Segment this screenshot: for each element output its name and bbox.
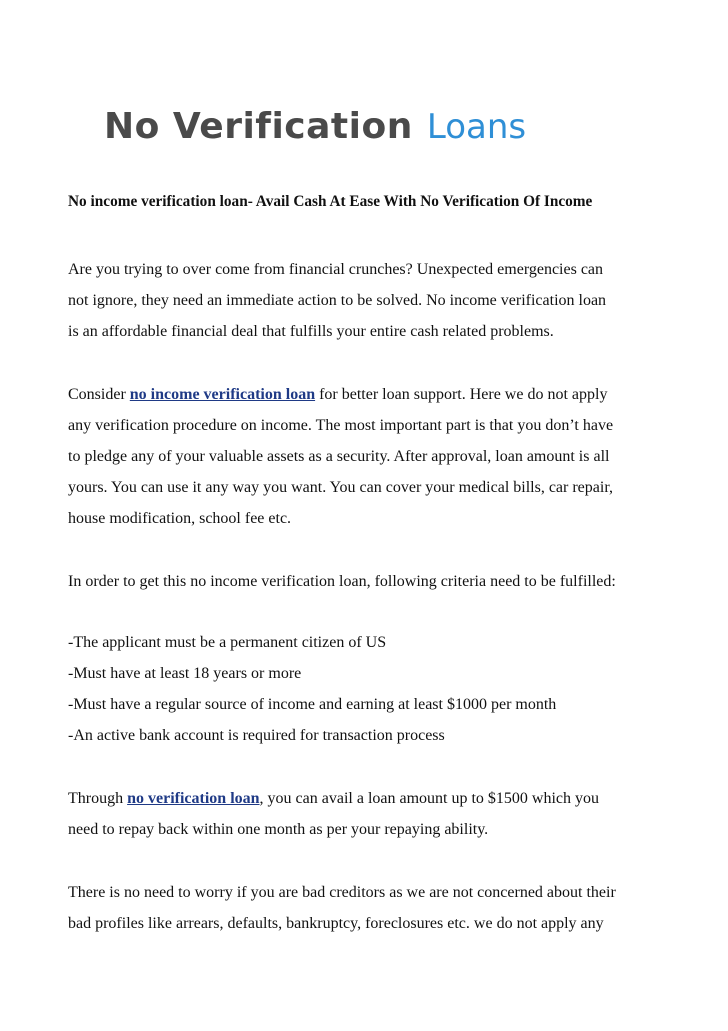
p2-line-1-before: Consider: [68, 386, 130, 403]
p3-line-1: In order to get this no income verification loan, following criteria need to be fulfilled:: [68, 573, 616, 590]
p4-line-2: need to repay back within one month as per your repaying ability.: [68, 821, 489, 838]
no-verification-loan-link[interactable]: no verification loan: [127, 790, 260, 807]
p2-line-2: any verification procedure on income. The most important part is that you don’t have: [68, 417, 614, 434]
p2-line-1-after: for better loan support. Here we do not apply: [315, 386, 608, 403]
p2-line-3: to pledge any of your valuable assets as a security. After approval, loan amount is all: [68, 448, 610, 465]
logo-accent-text: Loans: [426, 107, 527, 147]
p1-line-2: not ignore, they need an immediate action to be solved. No income verification loan: [68, 292, 607, 309]
no-income-verification-loan-link[interactable]: no income verification loan: [129, 386, 316, 403]
page-title: No income verification loan- Avail Cash At Ease With No Verification Of Income: [68, 193, 593, 210]
criteria-item-2: -Must have at least 18 years or more: [68, 665, 302, 682]
p2-line-1: [68, 385, 607, 405]
p4-line-1: [68, 789, 599, 809]
p4-line-1-before: Through: [68, 790, 128, 807]
logo: [104, 106, 526, 150]
p4-line-1-after: , you can avail a loan amount up to $1500 which you: [259, 790, 600, 807]
p5-line-2: bad profiles like arrears, defaults, bankruptcy, foreclosures etc. we do not apply any: [68, 915, 604, 932]
criteria-item-3: -Must have a regular source of income and earning at least $1000 per month: [68, 696, 557, 713]
logo-main-text: No Verification: [104, 106, 413, 147]
p5-line-1: There is no need to worry if you are bad creditors as we are not concerned about their: [68, 884, 616, 901]
p1-line-3: is an affordable financial deal that fulfills your entire cash related problems.: [68, 323, 554, 340]
criteria-item-1: -The applicant must be a permanent citizen of US: [68, 634, 387, 651]
p1-line-1: Are you trying to over come from financial crunches? Unexpected emergencies can: [68, 261, 604, 278]
p2-line-5: house modification, school fee etc.: [68, 510, 292, 527]
criteria-item-4: -An active bank account is required for transaction process: [68, 727, 445, 744]
p2-line-4: yours. You can use it any way you want. You can cover your medical bills, car repair,: [68, 479, 614, 496]
